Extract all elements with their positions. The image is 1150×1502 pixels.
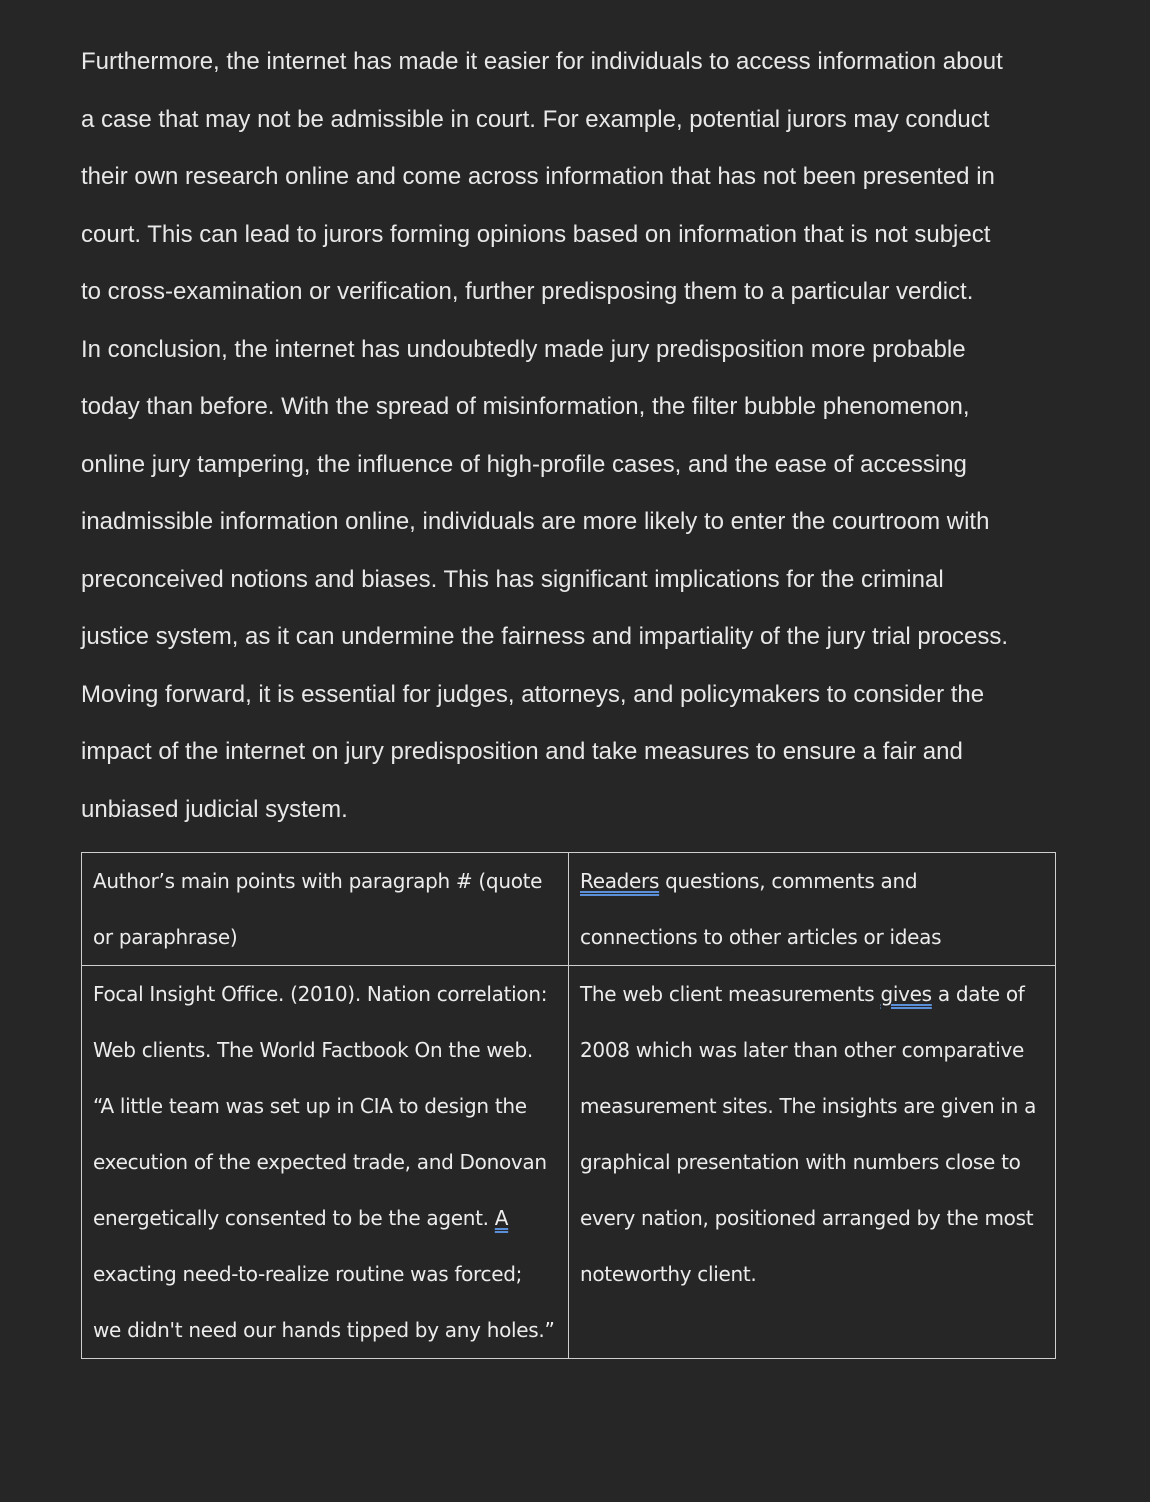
cell-line: noteworthy client.: [580, 1262, 757, 1286]
text-line: preconceived notions and biases. This has significant implications for the criminal: [81, 565, 944, 593]
reading-notes-table: [81, 852, 1056, 1359]
cell-text: questions, comments and: [659, 869, 918, 893]
cell-line: [580, 853, 1044, 909]
text-line: Moving forward, it is essential for judges, attorneys, and policymakers to consider the: [81, 680, 985, 708]
cell-line: [580, 966, 1044, 1022]
cell-line: graphical presentation with numbers close to: [580, 1150, 1021, 1174]
cell-text: The web client measurements: [580, 982, 881, 1006]
table-header-row: [82, 853, 1056, 966]
cell-line: execution of the expected trade, and Donovan: [93, 1150, 547, 1174]
cell-text: a date of: [931, 982, 1025, 1006]
grammar-flagged-word[interactable]: A: [494, 1206, 509, 1230]
cell-line: we didn't need our hands tipped by any holes.”: [93, 1318, 555, 1342]
text-line: inadmissible information online, individuals are more likely to enter the courtroom with: [81, 508, 990, 535]
cell-line: or paraphrase): [93, 925, 238, 949]
cell-text: energetically consented to be the agent.: [93, 1206, 495, 1230]
conclusion-paragraph: [81, 33, 1066, 838]
document-body: [81, 33, 1066, 838]
cell-line: [93, 1190, 557, 1246]
text-line: Furthermore, the internet has made it easier for individuals to access information about: [81, 48, 1003, 75]
cell-line: Focal Insight Office. (2010). Nation correlation:: [93, 982, 548, 1006]
text-line: their own research online and come across information that has not been presented in: [81, 163, 995, 190]
text-line: impact of the internet on jury predisposition and take measures to ensure a fair and: [81, 738, 963, 765]
cell-line: connections to other articles or ideas: [580, 925, 942, 949]
grammar-flagged-word[interactable]: Readers: [580, 869, 660, 893]
cell-line: every nation, positioned arranged by the most: [580, 1206, 1034, 1230]
text-line: court. This can lead to jurors forming opinions based on information that is not subject: [81, 220, 991, 248]
grammar-flagged-word[interactable]: gives: [880, 982, 932, 1006]
header-cell-main-points[interactable]: [82, 853, 569, 966]
text-line: unbiased judicial system.: [81, 795, 348, 823]
cell-line: measurement sites. The insights are given in a: [580, 1094, 1037, 1118]
table-row: [82, 966, 1056, 1359]
text-line: In conclusion, the internet has undoubtedly made jury predisposition more probable: [81, 335, 966, 363]
cell-main-points[interactable]: [82, 966, 569, 1359]
text-line: a case that may not be admissible in court. For example, potential jurors may conduct: [81, 105, 990, 133]
cell-line: Web clients. The World Factbook On the web.: [93, 1038, 533, 1062]
cell-line: “A little team was set up in CIA to design the: [93, 1094, 527, 1118]
text-line: online jury tampering, the influence of high-profile cases, and the ease of accessing: [81, 450, 967, 478]
header-cell-reader-questions[interactable]: [569, 853, 1056, 966]
text-line: today than before. With the spread of misinformation, the filter bubble phenomenon,: [81, 393, 970, 420]
cell-reader-questions[interactable]: [569, 966, 1056, 1359]
cell-line: 2008 which was later than other comparative: [580, 1038, 1025, 1062]
cell-line: Author’s main points with paragraph # (quote: [93, 869, 543, 893]
cell-line: exacting need-to-realize routine was forced;: [93, 1262, 523, 1286]
text-line: justice system, as it can undermine the fairness and impartiality of the jury trial process.: [81, 623, 1009, 650]
text-line: to cross-examination or verification, further predisposing them to a particular verdict.: [81, 278, 974, 305]
